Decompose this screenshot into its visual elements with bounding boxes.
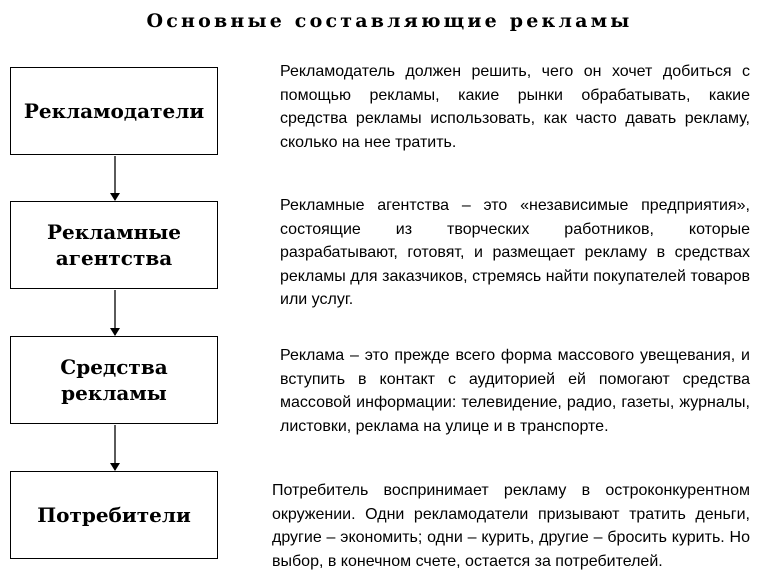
- description-advertisers: Рекламодатель должен решить, чего он хочет добиться с помощью рекламы, какие рынки обрабатывать, какие средства рекламы использовать, как часто давать рекламу, сколько на нее тратить.: [280, 63, 750, 151]
- diagram-title: Основные составляющие рекламы: [146, 10, 633, 32]
- box-advertisers-label: Рекламодатели: [23, 99, 205, 123]
- description-media: Реклама – это прежде всего форма массового увещевания, и вступить в контакт с аудиторией ей помогают средства массовой информации: телевидение, радио, газеты, журналы, листовки, реклама на улице и в транспорте.: [280, 347, 750, 435]
- description-agencies: Рекламные агентства – это «независимые предприятия», состоящие из творческих работников, которые разрабатывают, готовят, и размещает рекламу в средствах рекламы для заказчиков, стремясь найти покупателей товаров или услуг.: [280, 197, 750, 308]
- description-consumers: Потребитель воспринимает рекламу в остроконкурентном окружении. Одни рекламодатели призывают тратить деньги, другие – экономить; одни – курить, другие – бросить курить. Но выбор, в конечном счете, остается за потребителей.: [272, 482, 750, 570]
- box-consumers-label: Потребители: [37, 503, 191, 527]
- box-media-label: Средства рекламы: [60, 355, 168, 405]
- box-agencies-label: Рекламные агентства: [46, 220, 182, 270]
